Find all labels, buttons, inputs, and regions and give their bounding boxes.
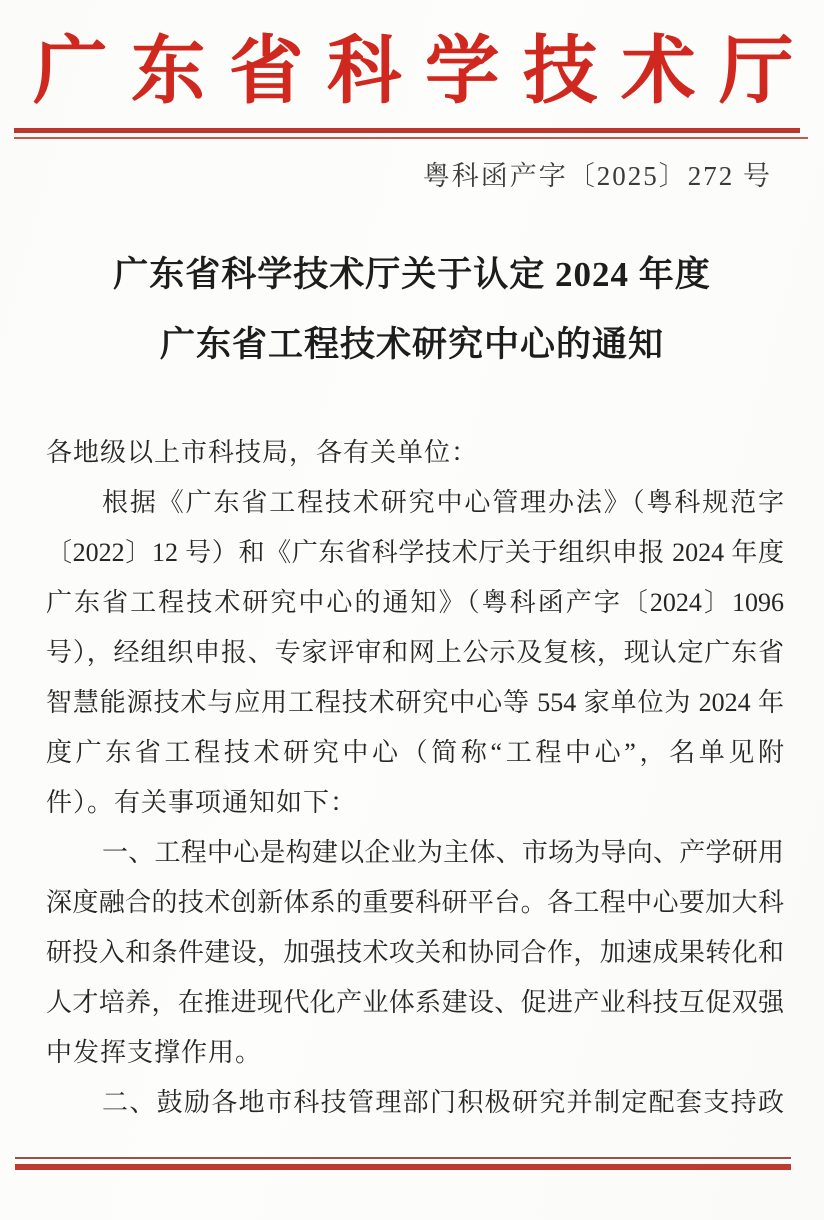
notice-title — [0, 240, 824, 380]
notice-title-line2: 广东省工程技术研究中心的通知 — [159, 325, 664, 364]
body-line: 研投入和条件建设，加强技术攻关和协同合作，加速成果转化和 — [46, 938, 784, 967]
header-rule-thick — [14, 128, 800, 133]
footer-rule-thin — [15, 1157, 791, 1159]
body-line: 〔2022〕12 号）和《广东省科学技术厅关于组织申报 2024 年度 — [46, 538, 784, 567]
body-line: 智慧能源技术与应用工程技术研究中心等 554 家单位为 2024 年 — [46, 688, 784, 717]
notice-body — [46, 428, 784, 1128]
body-line: 根据《广东省工程技术研究中心管理办法》（粤科规范字 — [102, 488, 784, 517]
body-line: 中发挥支撑作用。 — [46, 1038, 263, 1067]
footer-rule-thick — [15, 1164, 791, 1170]
agency-title: 广东省科学技术厅 — [33, 31, 817, 113]
notice-title-line1: 广东省科学技术厅关于认定 2024 年度 — [113, 255, 711, 294]
body-line: 号），经组织申报、专家评审和网上公示及复核，现认定广东省 — [46, 638, 784, 667]
body-line: 件）。有关事项通知如下： — [46, 788, 358, 817]
body-line: 广东省工程技术研究中心的通知》（粤科函产字〔2024〕1096 — [46, 588, 784, 617]
body-line: 二、鼓励各地市科技管理部门积极研究并制定配套支持政 — [102, 1088, 784, 1117]
body-line: 度广东省工程技术研究中心（简称“工程中心”，名单见附 — [46, 738, 784, 767]
doc-number: 粤科函产字〔2025〕272 号 — [422, 161, 772, 191]
body-line: 深度融合的技术创新体系的重要科研平台。各工程中心要加大科 — [46, 888, 784, 917]
body-line: 人才培养，在推进现代化产业体系建设、促进产业科技互促双强 — [46, 988, 784, 1017]
body-line: 一、工程中心是构建以企业为主体、市场为导向、产学研用 — [102, 838, 784, 867]
header-rule-thin — [14, 137, 808, 139]
body-line: 各地级以上市科技局，各有关单位： — [46, 438, 479, 467]
